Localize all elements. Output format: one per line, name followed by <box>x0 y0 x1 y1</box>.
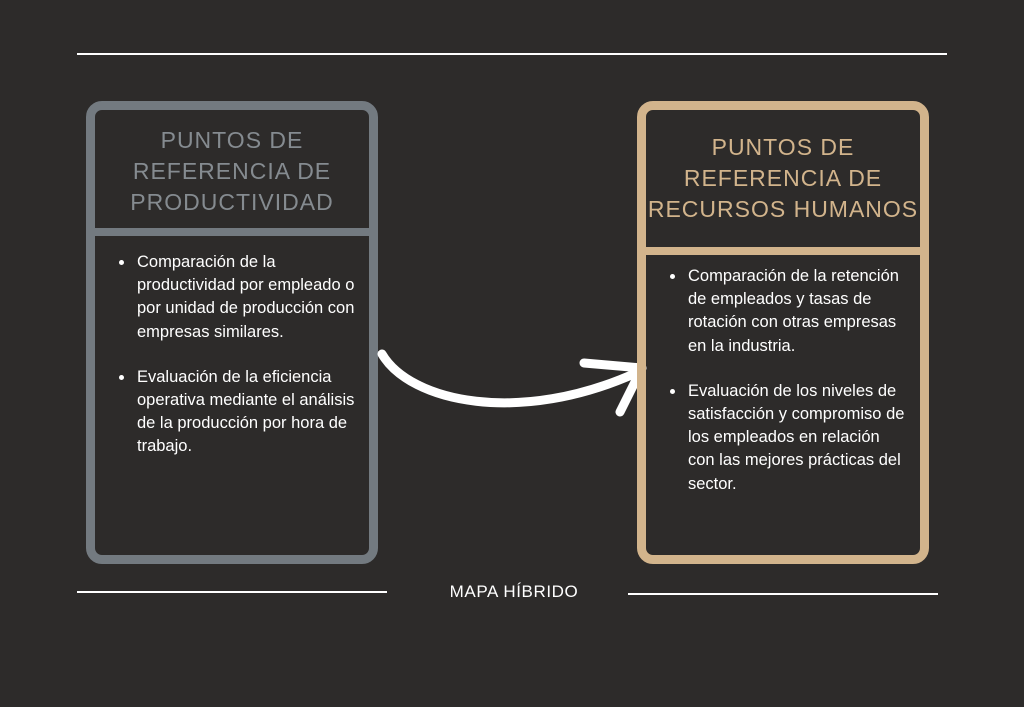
map-label: MAPA HÍBRIDO <box>449 582 579 601</box>
card-divider <box>637 247 929 255</box>
list-item: • Comparación de la productividad por empleado o por unidad de producción con empresas similares. <box>135 251 359 344</box>
bottom-divider-line-left <box>77 591 387 593</box>
list-item: • Comparación de la retención de empleados y tasas de rotación con otras empresas en la industria. <box>686 265 910 358</box>
card-title: PUNTOS DE REFERENCIA DE PRODUCTIVIDAD <box>130 126 334 215</box>
card-divider <box>86 228 378 236</box>
card-list <box>115 251 359 481</box>
hr-benchmarks-card <box>637 101 929 564</box>
bottom-divider-line-right <box>628 593 938 595</box>
card-title: PUNTOS DE REFERENCIA DE RECURSOS HUMANOS <box>647 134 919 222</box>
list-item: • Evaluación de la eficiencia operativa mediante el análisis de la producción por hora de trabajo. <box>135 366 359 459</box>
card-list <box>666 265 910 518</box>
productivity-benchmarks-card <box>86 101 378 564</box>
list-item: • Evaluación de los niveles de satisfacción y compromiso de los empleados en relación con las mejores prácticas del sector. <box>686 380 910 496</box>
top-divider-line <box>77 53 947 55</box>
curved-arrow-right-icon <box>370 340 660 440</box>
